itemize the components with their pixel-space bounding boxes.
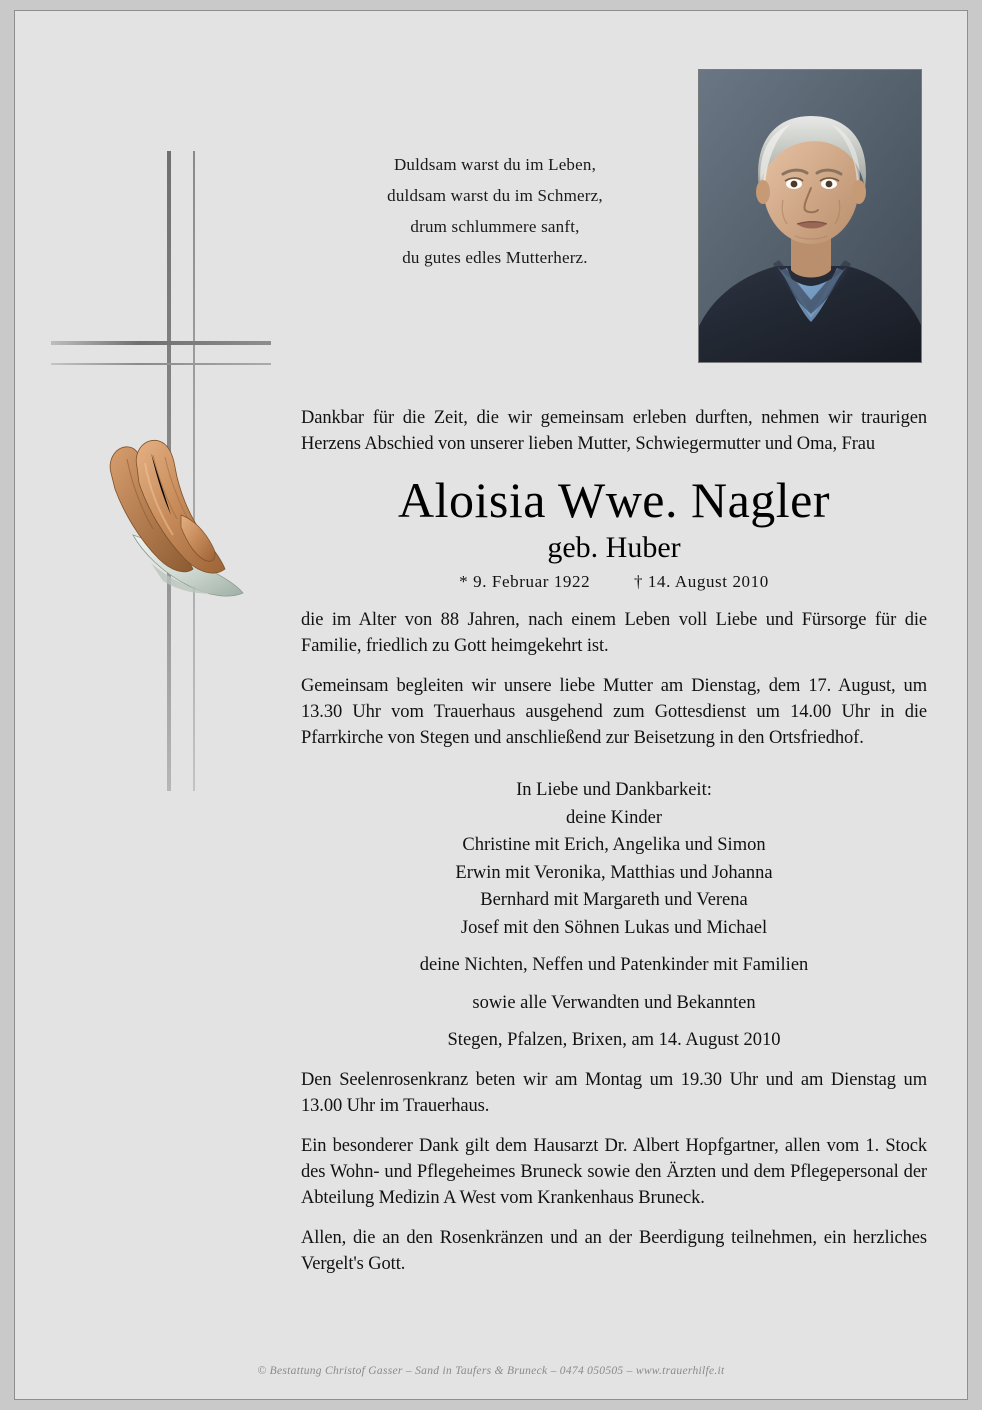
obituary-body (301, 405, 927, 1291)
spacer (301, 980, 927, 990)
rosary-paragraph: Den Seelenrosenkranz beten wir am Montag um 19.30 Uhr und am Dienstag um 13.00 Uhr im Trauerhaus. (301, 1069, 927, 1116)
deceased-maiden-name: geb. Huber (547, 531, 681, 564)
age-paragraph: die im Alter von 88 Jahren, nach einem Leben voll Liebe und Fürsorge für die Familie, friedlich zu Gott heimgekehrt ist. (301, 610, 927, 656)
thanks-paragraph: Ein besonderer Dank gilt dem Hausarzt Dr. Albert Hopfgartner, allen vom 1. Stock des Wohn- und Pflegeheimes Bruneck sowie den Ärzten und dem Pflegepersonal der Abteilung Medizin A West vom Krankenhaus Bruneck. (301, 1135, 927, 1208)
memorial-card (14, 10, 968, 1400)
funeral-home-credit: © Bestattung Christof Gasser – Sand in Taufers & Bruneck – 0474 050505 – www.trauerhilfe.it (257, 1365, 725, 1377)
child-line: Bernhard mit Margareth und Verena (480, 890, 748, 910)
life-dates (301, 569, 927, 595)
decoration-column (15, 11, 285, 1399)
poem-line: du gutes edles Mutterherz. (402, 248, 588, 267)
family-block (301, 777, 927, 1055)
poem-line: drum schlummere sanft, (410, 217, 580, 236)
spacer (301, 1017, 927, 1027)
child-line: Erwin mit Veronika, Matthias und Johanna (455, 862, 773, 883)
intro-paragraph: Dankbar für die Zeit, die wir gemeinsam erleben durften, nehmen wir traurigen Herzens Abschied von unserer lieben Mutter, Schwiegermutter und Oma, Frau (301, 408, 927, 454)
birth-date: 9. Februar 1922 (473, 572, 591, 591)
family-heading: In Liebe und Dankbarkeit: (516, 780, 712, 800)
birth-symbol: * (459, 572, 469, 591)
spacer (301, 942, 927, 952)
child-line: Christine mit Erich, Angelika und Simon (462, 835, 766, 855)
deceased-name: Aloisia Wwe. Nagler (397, 472, 831, 528)
funeral-paragraph: Gemeinsam begleiten wir unsere liebe Mutter am Dienstag, dem 17. August, um 13.30 Uhr vom Trauerhaus ausgehend zum Gottesdienst um 14.00 Uhr in die Pfarrkirche von Stegen und anschließend zur Beisetzung in den Ortsfriedhof. (301, 676, 927, 748)
praying-hands-icon (93, 423, 265, 613)
memorial-poem (305, 149, 685, 273)
poem-line: duldsam warst du im Schmerz, (387, 186, 603, 205)
poem-line: Duldsam warst du im Leben, (393, 155, 597, 174)
cross-icon-crossbar-shadow (51, 363, 271, 365)
spacer (301, 1055, 927, 1067)
children-label: deine Kinder (565, 807, 663, 828)
place-date-line: Stegen, Pfalzen, Brixen, am 14. August 2010 (447, 1030, 781, 1050)
death-date: 14. August 2010 (647, 572, 769, 591)
portrait-photo (698, 69, 922, 363)
spacer (301, 765, 927, 777)
closing-paragraph: Allen, die an den Rosenkränzen und an der Beerdigung teilnehmen, ein herzliches Vergelt's Gott. (301, 1227, 927, 1274)
cross-icon-crossbar (51, 341, 271, 345)
death-symbol: † (633, 572, 644, 591)
others-line: sowie alle Verwandten und Bekannten (472, 992, 756, 1013)
relatives-line: deine Nichten, Neffen und Patenkinder mit Familien (419, 955, 809, 975)
child-line: Josef mit den Söhnen Lukas und Michael (460, 917, 768, 938)
